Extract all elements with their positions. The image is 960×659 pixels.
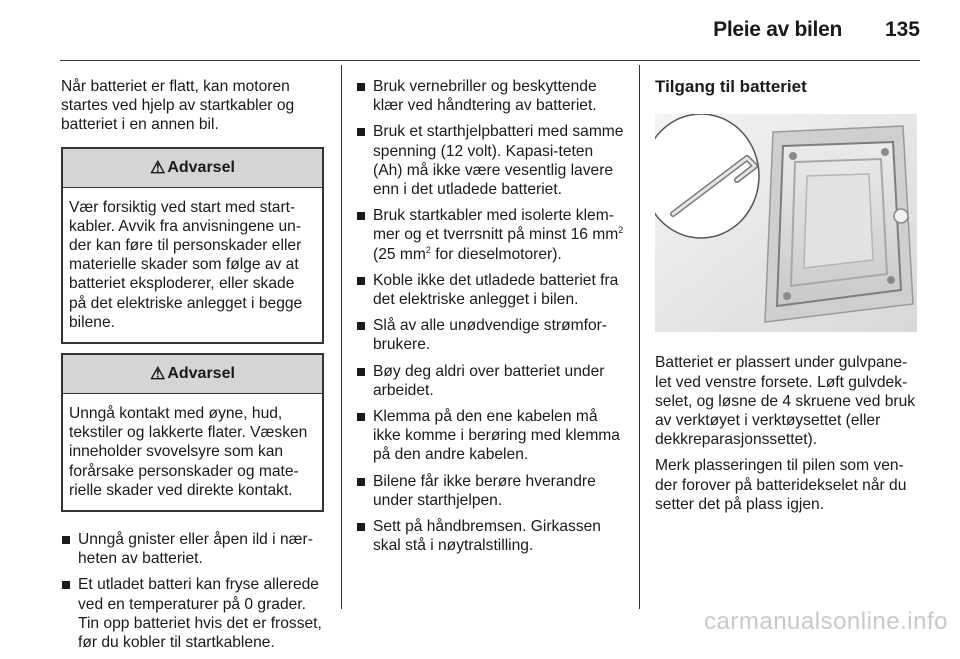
- column-divider-2: [639, 65, 640, 609]
- list-item: Et utladet batteri kan fryse allerede ved en temperaturer på 0 grader. Tin opp batteriet hvis det er frosset, før du kobler til startkablene.: [61, 575, 327, 652]
- bullet-square-icon: [357, 83, 365, 91]
- column-2: [356, 77, 626, 562]
- column-3: [655, 77, 923, 521]
- warning-title: Advarsel: [167, 159, 235, 176]
- bullet-square-icon: [357, 212, 365, 220]
- page-number: 135: [884, 18, 920, 41]
- bullet-square-icon: [357, 322, 365, 330]
- warning-triangle-icon: ⚠: [150, 158, 166, 177]
- warning-title: Advarsel: [167, 365, 235, 383]
- list-item: Bøy deg aldri over batteriet under arbeidet.: [356, 362, 626, 400]
- bullet-list: [356, 77, 626, 555]
- list-item: Slå av alle unødvendige strømfor-brukere.: [356, 316, 626, 354]
- list-item: Bruk startkabler med isolerte klem-mer og et tverrsnitt på minst 16 $mm^2$ (25 $mm^2$ for dieselmotorer).: [356, 206, 626, 264]
- bullet-square-icon: [357, 128, 365, 136]
- bullet-list: [61, 530, 327, 652]
- header-divider: [60, 60, 920, 61]
- bullet-square-icon: [357, 277, 365, 285]
- list-item: Bruk vernebriller og beskyttende klær ved håndtering av batteriet.: [356, 77, 626, 115]
- bullet-square-icon: [357, 413, 365, 421]
- bullet-square-icon: [62, 536, 70, 544]
- section-heading: Tilgang til batteriet: [655, 77, 807, 96]
- bullet-square-icon: [62, 581, 70, 589]
- column-divider-1: [341, 65, 342, 609]
- column-1: [61, 77, 327, 659]
- battery-cover-photo: [655, 114, 917, 332]
- intro-paragraph: Når batteriet er flatt, kan motoren startes ved hjelp av startkabler og batteriet i en annen bil.: [61, 78, 295, 134]
- list-item: Unngå gnister eller åpen ild i nær-heten av batteriet.: [61, 530, 327, 568]
- list-item: Bilene får ikke berøre hverandre under starthjelpen.: [356, 472, 626, 510]
- paragraph: Merk plasseringen til pilen som ven-der forover på batteridekselet når du setter det på plass igjen.: [655, 457, 907, 513]
- warning-box-1: [61, 147, 324, 344]
- list-item: Klemma på den ene kabelen må ikke komme i berøring med klemma på den andre kabelen.: [356, 407, 626, 465]
- warning-header: [63, 149, 322, 188]
- page-header-title: Pleie av bilen: [713, 18, 842, 41]
- list-item: Sett på håndbremsen. Girkassen skal stå i nøytralstilling.: [356, 517, 626, 555]
- warning-triangle-icon: ⚠: [150, 364, 166, 384]
- bullet-square-icon: [357, 523, 365, 531]
- list-item: Bruk et starthjelpbatteri med samme spenning (12 volt). Kapasi-teten (Ah) må ikke være vesentlig lavere enn i det utladede batteriet.: [356, 122, 626, 199]
- paragraph: Batteriet er plassert under gulvpane-let ved venstre forsete. Løft gulvdek-selet, og løsne de 4 skruene ved bruk av verktøyet i verktøysettet (eller dekkreparasjonssettet).: [655, 354, 916, 449]
- warning-header: [63, 355, 322, 394]
- warning-body: Unngå kontakt med øyne, hud, tekstiler og lakkerte flater. Væsken inneholder svovelsyre som kan forårsake personskader og mate-rielle skader ved direkte kontakt.: [69, 405, 308, 499]
- bullet-square-icon: [357, 368, 365, 376]
- bullet-square-icon: [357, 478, 365, 486]
- watermark: carmanualsonline.info: [704, 608, 948, 635]
- warning-box-2: [61, 353, 324, 512]
- warning-body: Vær forsiktig ved start med start-kabler. Avvik fra anvisningene un-der kan føre til personskader eller materielle skader som følge av at batteriet eksploderer, eller skade på det elektriske anlegget i begge bilene.: [69, 198, 303, 331]
- list-item: Koble ikke det utladede batteriet fra det elektriske anlegget i bilen.: [356, 271, 626, 309]
